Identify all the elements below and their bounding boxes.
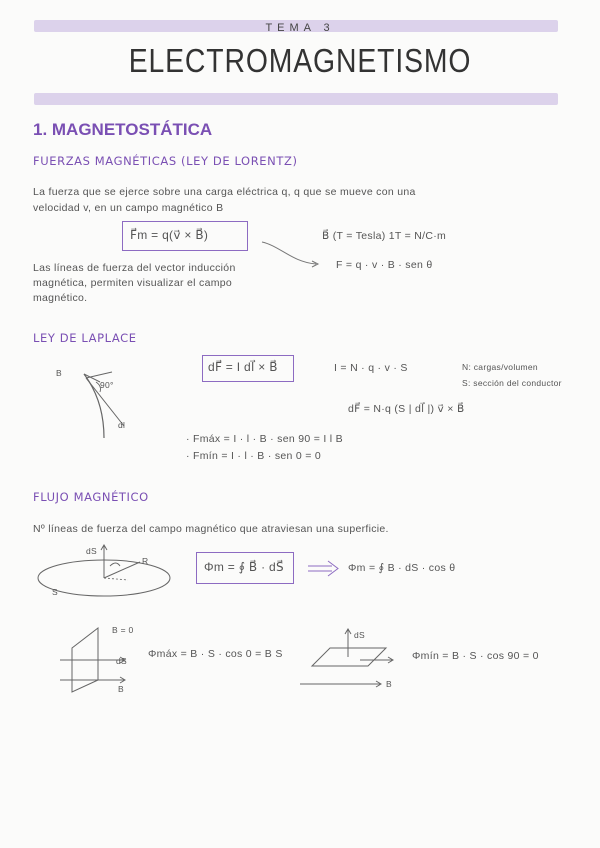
section-heading: 1. MAGNETOSTÁTICA	[33, 120, 213, 139]
laplace-diagram-theta: 90°	[100, 380, 114, 390]
laplace-diagram-b: B	[56, 368, 62, 378]
laplace-fmin: · Fmín = I · l · B · sen 0 = 0	[186, 450, 322, 462]
subheading-lorentz: FUERZAS MAGNÉTICAS (LEY DE LORENTZ)	[33, 154, 298, 168]
subheading-laplace: LEY DE LAPLACE	[33, 331, 137, 345]
laplace-current: I = N · q · v · S	[334, 362, 408, 374]
lorentz-magnitude: F = q · v · B · sen θ	[336, 259, 433, 271]
flujo-result: Φm = ∮ B · dS · cos θ	[348, 562, 456, 574]
subheading-flujo: FLUJO MAGNÉTICO	[33, 490, 149, 504]
laplace-expanded: dF⃗ = N·q (S | dl⃗ |) v⃗ × B⃗	[348, 403, 465, 415]
laplace-legend-s: S: sección del conductor	[462, 378, 562, 388]
lorentz-note-line1: Las líneas de fuerza del vector inducción	[33, 262, 236, 274]
lorentz-intro-line2: velocidad v, en un campo magnético B	[33, 202, 224, 214]
lorentz-formula: F⃗m = q(v⃗ × B⃗)	[130, 228, 209, 242]
flujo-max-label-b: B	[118, 684, 124, 694]
laplace-legend-n: N: cargas/volumen	[462, 362, 538, 372]
lorentz-note-line2: magnética, permiten visualizar el campo	[33, 277, 233, 289]
tema-label: TEMA 3	[265, 22, 335, 34]
flujo-label-ds-top: dS	[86, 546, 97, 556]
laplace-diagram-dl: dl	[118, 420, 126, 430]
flujo-label-s: S	[52, 587, 58, 597]
flujo-phimax: Φmáx = B · S · cos 0 = B S	[148, 648, 283, 660]
flujo-phimin: Φmín = B · S · cos 90 = 0	[412, 650, 539, 662]
flujo-formula: Φm = ∮ B⃗ · dS⃗	[204, 560, 284, 574]
laplace-fmax: · Fmáx = I · l · B · sen 90 = I l B	[186, 433, 343, 445]
laplace-formula: dF⃗ = I dl⃗ × B⃗	[208, 360, 278, 374]
flujo-min-label-b: B	[386, 679, 392, 689]
lorentz-note-line3: magnético.	[33, 292, 88, 304]
page-title: ELECTROMAGNETISMO	[128, 42, 472, 79]
flujo-min-label-ds: dS	[354, 630, 365, 640]
lorentz-intro-line1: La fuerza que se ejerce sobre una carga eléctrica q, q que se mueve con una	[33, 186, 416, 198]
flujo-label-r: R	[142, 556, 149, 566]
flujo-max-label-b0: B = 0	[112, 625, 134, 635]
lorentz-units: B⃗ (T = Tesla) 1T = N/C·m	[322, 230, 447, 242]
flujo-max-label-ds: dS	[116, 656, 127, 666]
flujo-definition: Nº líneas de fuerza del campo magnético que atraviesan una superficie.	[33, 523, 389, 535]
